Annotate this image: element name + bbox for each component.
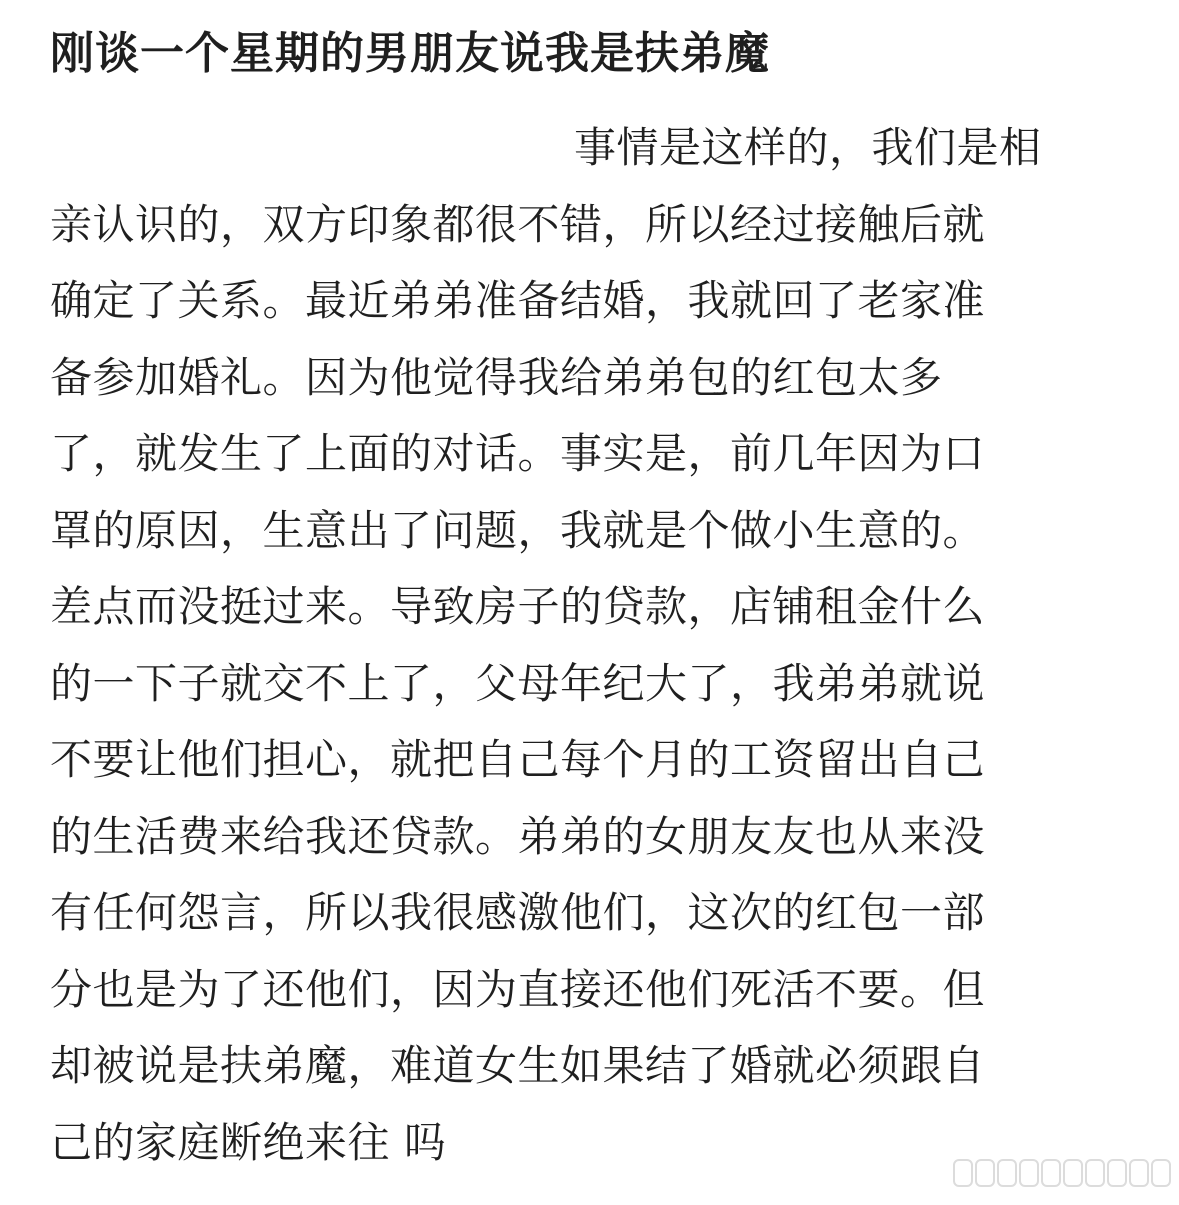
watermark-icon: [953, 1159, 973, 1187]
watermark: [941, 1159, 1171, 1187]
post-body-line: 不要让他们担心，就把自己每个月的工资留出自己: [50, 735, 986, 784]
post-body-line: 备参加婚礼。因为他觉得我给弟弟包的红包太多: [50, 352, 943, 402]
post-title: 刚谈一个星期的男朋友说我是扶弟魔: [50, 28, 770, 79]
post-body-line: 有任何怨言，所以我很感激他们，这次的红包一部: [50, 888, 986, 937]
watermark-icon: [1129, 1159, 1149, 1187]
post-body-line: 差点而没挺过来。导致房子的贷款，店铺租金什么: [50, 582, 986, 631]
post-body-line: 亲认识的，双方印象都很不错，所以经过接触后就: [50, 199, 986, 249]
post-body-line: 的一下子就交不上了，父母年纪大了，我弟弟就说: [50, 658, 986, 708]
post-body-line: 了，就发生了上面的对话。事实是，前几年因为口: [50, 429, 986, 478]
post-body-line: 的生活费来给我还贷款。弟弟的女朋友友也从来没: [50, 811, 986, 861]
post-body-line: 分也是为了还他们，因为直接还他们死活不要。但: [50, 964, 986, 1014]
watermark-icon: [1041, 1159, 1061, 1187]
watermark-icon: [1107, 1159, 1127, 1187]
watermark-icon: [1085, 1159, 1105, 1187]
post: [50, 22, 1130, 1181]
post-body-line: 却被说是扶弟魔，难道女生如果结了婚就必须跟自: [50, 1041, 986, 1090]
post-body: [50, 110, 1130, 1181]
post-body-line: 确定了关系。最近弟弟准备结婚，我就回了老家准: [50, 276, 986, 325]
post-body-line: 己的家庭断绝来往 吗: [50, 1117, 447, 1167]
watermark-icon: [975, 1159, 995, 1187]
watermark-icon: [1063, 1159, 1083, 1187]
watermark-icon: [1151, 1159, 1171, 1187]
post-body-line: 事情是这样的，我们是相: [574, 123, 1042, 172]
post-body-line: 罩的原因，生意出了问题，我就是个做小生意的。: [50, 505, 986, 555]
watermark-icon: [1019, 1159, 1039, 1187]
watermark-icon: [997, 1159, 1017, 1187]
